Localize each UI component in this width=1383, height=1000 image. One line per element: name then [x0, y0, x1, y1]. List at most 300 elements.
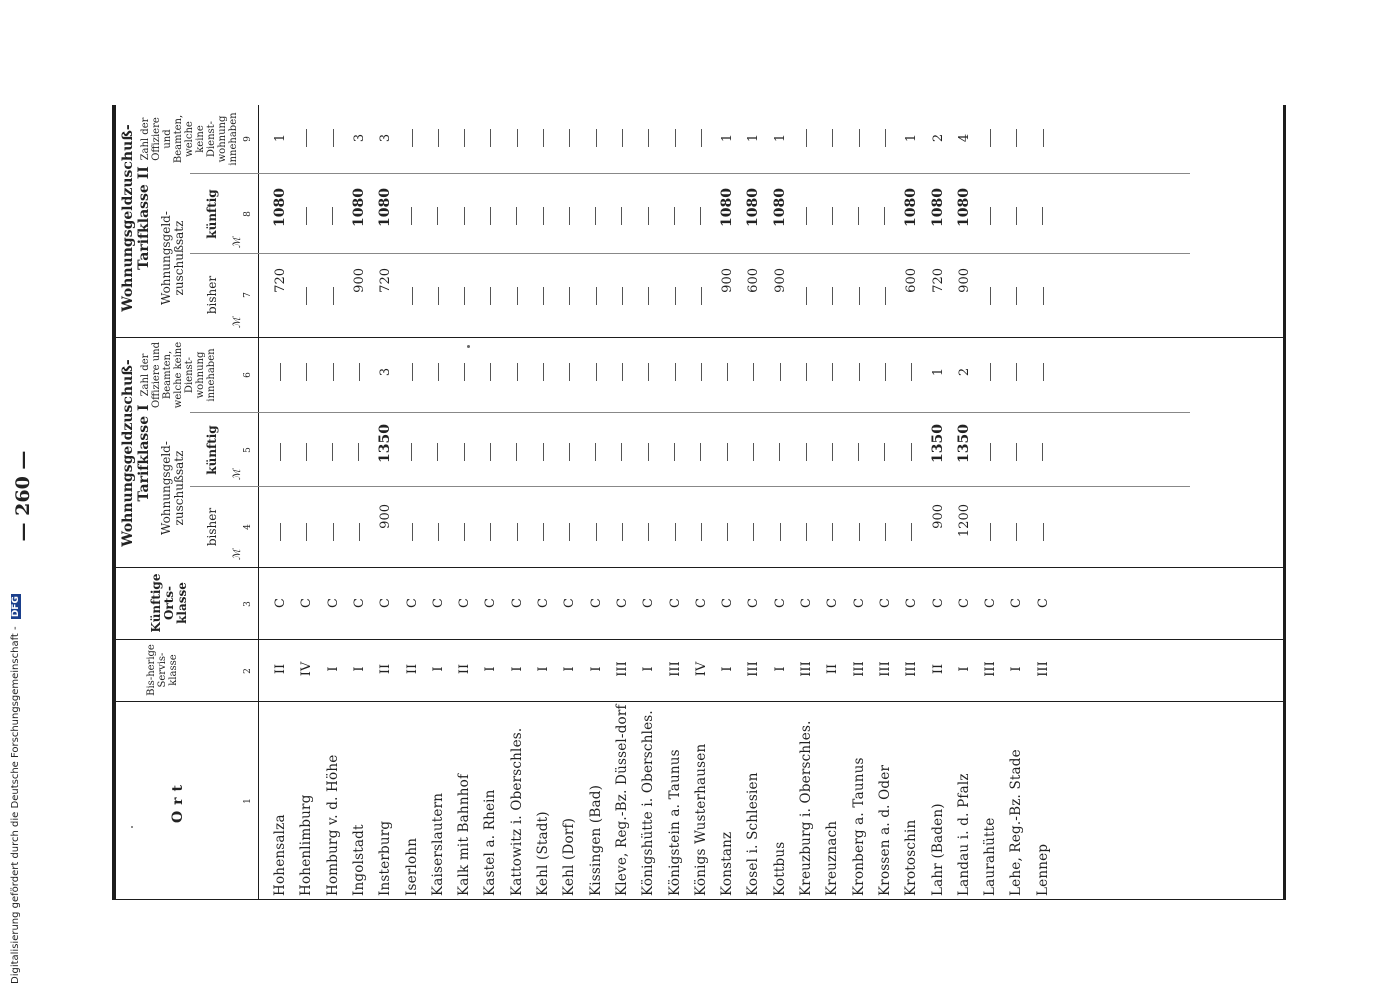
cell-servis: III: [983, 661, 999, 677]
cell-ort: Kissingen (Bad): [587, 784, 604, 896]
cell-t1-kuenftig: [326, 424, 341, 480]
cell-ort: Königstein a. Taunus: [666, 749, 683, 896]
empty-dash: [569, 363, 570, 381]
cell-t1-bisher: [589, 504, 604, 560]
cell-orts: C: [351, 598, 367, 608]
cell-servis: I: [956, 666, 972, 672]
empty-dash: [621, 207, 622, 225]
cell-t2-zahl: [483, 108, 498, 168]
cell-servis: I: [536, 666, 551, 672]
cell-servis: IV: [299, 661, 315, 677]
empty-dash: [412, 129, 413, 147]
cell-t1-kuenftig: [1036, 424, 1051, 480]
cell-t2-bisher: [641, 268, 656, 324]
cell-t1-zahl: [694, 342, 709, 402]
empty-dash: [412, 287, 413, 305]
empty-dash: [832, 443, 833, 461]
cell-t2-zahl: [1009, 108, 1024, 168]
cell-t2-zahl: [878, 108, 893, 168]
empty-dash: [675, 129, 676, 147]
empty-dash: [1042, 207, 1043, 225]
empty-dash: [464, 363, 465, 381]
group1-bisher-header: bisher: [205, 507, 219, 547]
cell-orts: C: [588, 598, 604, 608]
group2-bisher-header: bisher: [205, 275, 219, 315]
table-row: [741, 0, 767, 1000]
empty-dash: [884, 207, 885, 225]
empty-dash: [806, 443, 807, 461]
cell-t2-kuenftig: [878, 188, 893, 244]
empty-dash: [306, 287, 307, 305]
empty-dash: [306, 129, 307, 147]
cell-t2-kuenftig: [326, 188, 341, 244]
empty-dash: [333, 363, 334, 381]
cell-t1-bisher: [852, 504, 867, 560]
cell-servis: I: [588, 666, 604, 672]
cell-t1-kuenftig: [878, 424, 893, 480]
table-top-rule: [112, 105, 116, 900]
col-number-3: 3: [243, 601, 253, 607]
cell-t2-zahl: [562, 108, 577, 168]
cell-t2-kuenftig: 1080: [929, 188, 946, 227]
cell-orts: C: [457, 598, 473, 608]
empty-dash: [333, 129, 334, 147]
empty-dash: [1016, 523, 1017, 541]
cell-t1-kuenftig: [641, 424, 656, 480]
cell-t1-zahl: [352, 342, 367, 402]
empty-dash: [911, 363, 912, 381]
cell-t1-kuenftig: [773, 424, 788, 480]
cell-t1-zahl: 1: [930, 367, 946, 377]
cell-t2-zahl: 2: [930, 133, 946, 143]
empty-dash: [701, 523, 702, 541]
empty-dash: [621, 443, 622, 461]
cell-servis: I: [325, 666, 341, 672]
cell-t2-kuenftig: [825, 188, 840, 244]
empty-dash: [490, 443, 491, 461]
cell-t1-bisher: [878, 504, 893, 560]
cell-t2-bisher: 900: [956, 268, 972, 293]
group1-count-header: Zahl der Offiziere und Beamten, welche keine Dienst-wohnung innehaben: [140, 341, 217, 409]
cell-t1-bisher: 900: [930, 504, 946, 529]
cell-t2-bisher: [562, 268, 577, 324]
empty-dash: [806, 129, 807, 147]
cell-ort: Laurahütte: [982, 817, 999, 896]
table-row: [294, 0, 320, 1000]
empty-dash: [596, 523, 597, 541]
cell-orts: C: [325, 598, 341, 608]
cell-orts: C: [273, 598, 288, 608]
cell-ort: Landau i. d. Pfalz: [955, 773, 972, 896]
cell-orts: C: [720, 598, 736, 608]
cell-t1-kuenftig: [483, 424, 498, 480]
unit-mark-col7: ℳ: [232, 317, 243, 328]
cell-t2-zahl: [536, 108, 551, 168]
empty-dash: [359, 363, 360, 381]
empty-dash: [806, 207, 807, 225]
cell-t2-kuenftig: 1080: [377, 188, 394, 227]
cell-t2-zahl: [641, 108, 656, 168]
empty-dash: [885, 363, 886, 381]
cell-ort: Homburg v. d. Höhe: [324, 754, 341, 896]
cell-orts: C: [1035, 598, 1051, 608]
cell-orts: C: [404, 598, 420, 608]
table-row: [400, 0, 426, 1000]
col-number-6: 6: [243, 372, 253, 378]
cell-t2-zahl: 3: [351, 133, 367, 143]
cell-t2-zahl: 1: [772, 133, 788, 143]
cell-t2-zahl: [299, 108, 314, 168]
cell-t2-kuenftig: [457, 188, 472, 244]
cell-orts: C: [536, 598, 551, 608]
cell-t2-zahl: [326, 108, 341, 168]
cell-orts: C: [1009, 598, 1025, 608]
cell-orts: C: [851, 598, 867, 608]
cell-ort: Kreuzburg i. Oberschles.: [798, 720, 814, 896]
cell-orts: C: [299, 598, 315, 608]
cell-t2-zahl: [983, 108, 998, 168]
empty-dash: [858, 207, 859, 225]
empty-dash: [648, 129, 649, 147]
cell-t1-bisher: 1200: [956, 504, 972, 538]
table-row: [426, 0, 452, 1000]
cell-t2-zahl: [589, 108, 604, 168]
empty-dash: [1043, 129, 1044, 147]
cell-t2-kuenftig: [641, 188, 656, 244]
empty-dash: [490, 363, 491, 381]
cell-ort: Kreuznach: [824, 820, 841, 896]
cell-t2-bisher: [694, 268, 709, 324]
empty-dash: [858, 443, 859, 461]
cell-servis: III: [1035, 661, 1051, 677]
table-row: [952, 0, 978, 1000]
empty-dash: [543, 443, 544, 461]
table-row: [505, 0, 531, 1000]
cell-servis: I: [483, 666, 499, 672]
cell-t1-bisher: [510, 504, 525, 560]
cell-t1-bisher: [483, 504, 498, 560]
cell-servis: I: [430, 666, 446, 672]
cell-servis: III: [904, 661, 920, 677]
cell-t1-zahl: [615, 342, 630, 402]
cell-servis: I: [1009, 666, 1025, 672]
cell-servis: III: [614, 661, 630, 677]
empty-dash: [1016, 443, 1017, 461]
cell-orts: C: [614, 598, 630, 608]
table-row: [978, 0, 1004, 1000]
cell-orts: C: [956, 598, 972, 608]
cell-servis: I: [351, 666, 367, 672]
table-row: [926, 0, 952, 1000]
cell-t2-bisher: 600: [746, 268, 762, 293]
empty-dash: [622, 523, 623, 541]
cell-t1-bisher: [773, 504, 788, 560]
cell-t2-zahl: 1: [273, 133, 288, 143]
empty-dash: [411, 443, 412, 461]
empty-dash: [464, 443, 465, 461]
empty-dash: [1042, 443, 1043, 461]
cell-t1-zahl: [852, 342, 867, 402]
cell-t2-bisher: [510, 268, 525, 324]
empty-dash: [569, 129, 570, 147]
empty-dash: [569, 207, 570, 225]
empty-dash: [859, 523, 860, 541]
table-row: [373, 0, 399, 1000]
cell-ort: Kattowitz i. Oberschles.: [508, 727, 525, 896]
cell-ort: Hohenlimburg: [298, 794, 315, 896]
cell-t2-kuenftig: [668, 188, 683, 244]
cell-t2-kuenftig: [536, 188, 551, 244]
cell-t1-kuenftig: [457, 424, 472, 480]
empty-dash: [490, 207, 491, 225]
cell-t2-kuenftig: [483, 188, 498, 244]
empty-dash: [543, 523, 544, 541]
cell-t2-zahl: 4: [956, 133, 972, 143]
cell-t2-zahl: 1: [904, 133, 920, 143]
empty-dash: [990, 207, 991, 225]
group2-header: Wohnungsgeldzuschuß-Tarifklasse II: [120, 124, 152, 312]
cell-servis: III: [851, 661, 867, 677]
empty-dash: [727, 363, 728, 381]
cell-t1-kuenftig: [668, 424, 683, 480]
empty-dash: [595, 443, 596, 461]
cell-servis: I: [772, 666, 788, 672]
table-row: [268, 0, 294, 1000]
cell-ort: Königs Wusterhausen: [692, 743, 709, 896]
empty-dash: [464, 207, 465, 225]
cell-t2-bisher: [668, 268, 683, 324]
empty-dash: [280, 443, 281, 461]
cell-t2-zahl: [510, 108, 525, 168]
cell-servis: IV: [693, 661, 709, 677]
empty-dash: [701, 363, 702, 381]
cell-ort: Insterburg: [377, 820, 394, 896]
empty-dash: [675, 287, 676, 305]
cell-servis: II: [825, 663, 841, 675]
empty-dash: [306, 443, 307, 461]
cell-t1-zahl: [431, 342, 446, 402]
group1-rate-header: Wohnungsgeld-zuschußsatz: [159, 441, 186, 535]
cell-servis: I: [562, 666, 578, 672]
cell-t2-kuenftig: 1080: [350, 188, 367, 227]
cell-t1-bisher: [536, 504, 551, 560]
empty-dash: [569, 287, 570, 305]
cell-t2-zahl: [457, 108, 472, 168]
cell-servis: II: [457, 663, 473, 675]
empty-dash: [622, 129, 623, 147]
empty-dash: [438, 129, 439, 147]
cell-servis: III: [799, 661, 814, 677]
cell-t2-zahl: 1: [746, 133, 762, 143]
empty-dash: [464, 523, 465, 541]
cell-t1-kuenftig: 1350: [929, 424, 946, 463]
cell-orts: C: [930, 598, 946, 608]
cell-orts: C: [483, 598, 499, 608]
empty-dash: [569, 443, 570, 461]
cell-t1-kuenftig: [589, 424, 604, 480]
empty-dash: [622, 363, 623, 381]
empty-dash: [412, 523, 413, 541]
empty-dash: [885, 129, 886, 147]
cell-t2-zahl: [431, 108, 446, 168]
empty-dash: [832, 129, 833, 147]
cell-t2-kuenftig: 1080: [272, 188, 288, 227]
cell-t2-kuenftig: [799, 188, 814, 244]
cell-t1-bisher: [299, 504, 314, 560]
cell-t1-bisher: [694, 504, 709, 560]
cell-t2-bisher: 900: [351, 268, 367, 293]
table-row: [1031, 0, 1057, 1000]
empty-dash: [753, 523, 754, 541]
empty-dash: [333, 287, 334, 305]
cell-t1-bisher: [1036, 504, 1051, 560]
table-row: [531, 0, 557, 1000]
cell-t1-bisher: [431, 504, 446, 560]
cell-ort: Kalk mit Bahnhof: [456, 773, 473, 896]
cell-ort: Königshütte i. Oberschles.: [640, 710, 657, 896]
cell-t2-kuenftig: 1080: [955, 188, 972, 227]
group1-header: Wohnungsgeldzuschuß-Tarifklasse I: [120, 359, 152, 547]
cell-t1-zahl: [536, 342, 551, 402]
group2-kuenftig-header: künftig: [205, 189, 219, 239]
cell-t1-zahl: [668, 342, 683, 402]
cell-t1-bisher: [720, 504, 735, 560]
cell-orts: C: [641, 598, 657, 608]
empty-dash: [779, 443, 780, 461]
empty-dash: [543, 129, 544, 147]
cell-t2-kuenftig: 1080: [719, 188, 736, 227]
col-ort-header: Ort: [170, 778, 186, 824]
cell-ort: Krotoschin: [903, 819, 920, 896]
header-bottom-rule: [258, 105, 259, 900]
table-row: [847, 0, 873, 1000]
cell-t1-bisher: [668, 504, 683, 560]
empty-dash: [990, 129, 991, 147]
cell-servis: I: [720, 666, 736, 672]
cell-t2-bisher: [615, 268, 630, 324]
cell-t2-kuenftig: [852, 188, 867, 244]
empty-dash: [1043, 363, 1044, 381]
table-row: [610, 0, 636, 1000]
cell-ort: Kleve, Reg.-Bz. Düssel-dorf: [613, 704, 630, 896]
cell-ort: Krossen a. d. Oder: [876, 764, 893, 896]
cell-orts: C: [983, 598, 999, 608]
cell-t2-bisher: [326, 268, 341, 324]
cell-orts: C: [667, 598, 683, 608]
cell-t2-kuenftig: 1080: [903, 188, 920, 227]
empty-dash: [464, 129, 465, 147]
col-number-4: 4: [243, 524, 253, 530]
cell-t1-zahl: 2: [956, 367, 972, 377]
cell-t1-bisher: [405, 504, 420, 560]
empty-dash: [700, 443, 701, 461]
empty-dash: [543, 207, 544, 225]
cell-ort: Kehl (Dorf): [561, 817, 578, 896]
empty-dash: [859, 129, 860, 147]
cell-orts: C: [877, 598, 893, 608]
empty-dash: [885, 287, 886, 305]
cell-t2-bisher: [852, 268, 867, 324]
cell-servis: III: [746, 661, 762, 677]
empty-dash: [832, 207, 833, 225]
empty-dash: [490, 523, 491, 541]
empty-dash: [1043, 523, 1044, 541]
empty-dash: [332, 207, 333, 225]
table-row: [321, 0, 347, 1000]
table-row: [452, 0, 478, 1000]
empty-dash: [859, 363, 860, 381]
empty-dash: [806, 363, 807, 381]
cell-ort: Hohensalza: [272, 814, 288, 896]
empty-dash: [648, 207, 649, 225]
cell-t1-kuenftig: [536, 424, 551, 480]
cell-t1-kuenftig: [904, 424, 919, 480]
cell-orts: C: [693, 598, 709, 608]
empty-dash: [911, 523, 912, 541]
group1-kuenftig-header: künftig: [205, 425, 219, 475]
empty-dash: [464, 287, 465, 305]
cell-ort: Kehl (Stadt): [535, 811, 551, 896]
cell-t1-zahl: [457, 342, 472, 402]
cell-t2-bisher: [1009, 268, 1024, 324]
cell-t1-kuenftig: [694, 424, 709, 480]
cell-t2-kuenftig: [299, 188, 314, 244]
cell-t1-kuenftig: [799, 424, 814, 480]
empty-dash: [806, 287, 807, 305]
cell-t1-zahl: [641, 342, 656, 402]
empty-dash: [595, 207, 596, 225]
empty-dash: [884, 443, 885, 461]
empty-dash: [516, 443, 517, 461]
cell-t2-zahl: [405, 108, 420, 168]
table-row: [663, 0, 689, 1000]
cell-t1-bisher: [273, 504, 288, 560]
footer-text: Digitalisierung gefördert durch die Deutsche Forschungsgemeinschaft -: [10, 626, 21, 984]
cell-ort: Kastel a. Rhein: [482, 789, 499, 896]
table-row: [584, 0, 610, 1000]
empty-dash: [780, 523, 781, 541]
empty-dash: [990, 363, 991, 381]
empty-dash: [437, 207, 438, 225]
cell-ort: Lehe, Reg.-Bz. Stade: [1008, 749, 1025, 896]
table-right-rule: [1283, 105, 1286, 900]
table-row: [478, 0, 504, 1000]
table-row: [557, 0, 583, 1000]
cell-t2-bisher: [536, 268, 551, 324]
empty-dash: [596, 287, 597, 305]
cell-t1-zahl: [483, 342, 498, 402]
cell-t1-kuenftig: [352, 424, 367, 480]
empty-dash: [990, 443, 991, 461]
empty-dash: [306, 523, 307, 541]
page-number: — 260 —: [12, 450, 34, 542]
cell-servis: II: [273, 663, 288, 675]
cell-t1-bisher: [615, 504, 630, 560]
cell-t1-zahl: [405, 342, 420, 402]
empty-dash: [675, 523, 676, 541]
cell-t2-bisher: [299, 268, 314, 324]
table-row: [768, 0, 794, 1000]
table-row: [794, 0, 820, 1000]
cell-t1-zahl: [799, 342, 814, 402]
empty-dash: [1016, 129, 1017, 147]
empty-dash: [622, 287, 623, 305]
col-number-8: 8: [243, 211, 253, 217]
cell-t2-bisher: [457, 268, 472, 324]
empty-dash: [990, 523, 991, 541]
cell-orts: C: [746, 598, 762, 608]
empty-dash: [543, 363, 544, 381]
